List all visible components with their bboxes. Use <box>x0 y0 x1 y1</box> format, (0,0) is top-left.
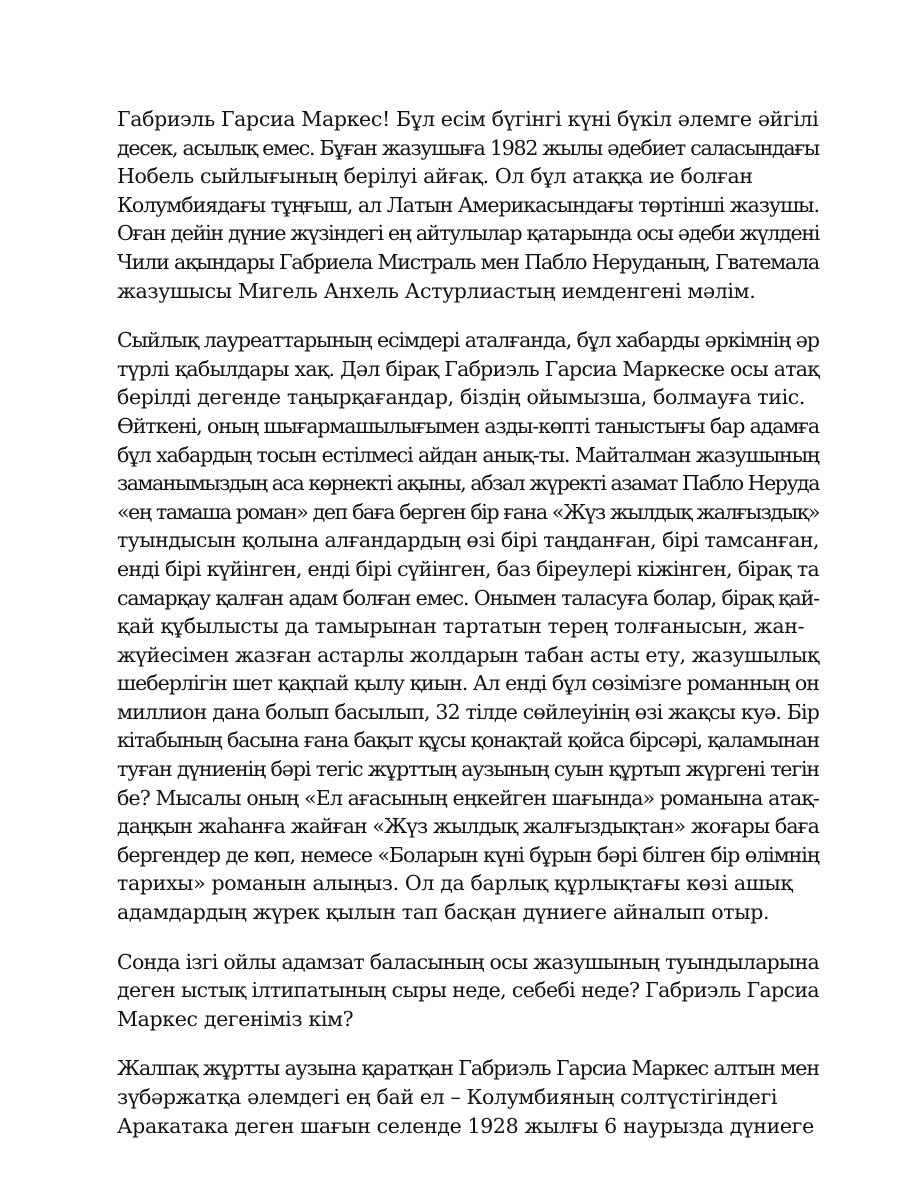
text-line: «ең тамаша роман» деп баға берген бір ғана «Жүз жылдық жалғыздық» <box>117 499 819 524</box>
text-line: Жалпақ жұртты аузына қаратқан Габриэль Гарсиа Маркес алтын мен <box>117 1056 819 1081</box>
text-line: Сыйлық лауреаттарының есімдері аталғанда, бұл хабарды әркімнің әр <box>117 328 819 353</box>
text-line: даңқын жаһанға жайған «Жүз жылдық жалғыздықтан» жоғары баға <box>117 814 819 839</box>
text-line: Колумбиядағы тұңғыш, ал Латын Америкасындағы төртінші жазушы. <box>117 192 819 217</box>
text-line: зүбәржатқа әлемдегі ең бай ел – Колумбияның солтүстігіндегі <box>117 1085 778 1109</box>
text-line: Аракатака деген шағын селенде 1928 жылғы 6 наурызда дүниеге <box>117 1113 814 1138</box>
text-line: заманымыздың аса көрнекті ақыны, абзал жүректі азамат Пабло Неруда <box>117 471 819 496</box>
text-line: кітабының басына ғана бақыт құсы қонақтай қойса бірсәрі, қаламынан <box>117 728 819 753</box>
text-line: бергендер де көп, немесе «Боларын күні бұрын бәрі білген бір өлімнің <box>117 842 819 867</box>
text-line: бе? Мысалы оның «Ел ағасының еңкейген шағында» романына атақ- <box>117 785 819 810</box>
text-line: жүйесімен жазған астарлы жолдарын табан асты ету, жазушылық <box>117 642 819 667</box>
text-line: тарихы» романын алыңыз. Ол да барлық құрлықтағы көзі ашық <box>117 871 793 896</box>
text-line: берілді дегенде таңырқағандар, біздің ойымызша, болмауға тиіс. <box>117 385 806 410</box>
paragraph-2 <box>117 326 817 926</box>
paragraph-4 <box>117 1054 817 1140</box>
text-line: түрлі қабылдары хақ. Дәл бірақ Габриэль Гарсиа Маркеске осы атақ <box>117 356 819 381</box>
text-line: миллион дана болып басылып, 32 тілде сөйлеуінің өзі жақсы куә. Бір <box>117 699 819 724</box>
article-body <box>117 105 817 1161</box>
paragraph-1 <box>117 105 817 305</box>
text-line: туған дүниенің бәрі тегіс жұрттың аузының суын құртып жүргені тегін <box>117 757 819 782</box>
text-line: Чили ақындары Габриела Мистраль мен Пабло Неруданың, Гватемала <box>117 249 819 274</box>
text-line: адамдардың жүрек қылын тап басқан дүниеге айналып отыр. <box>117 900 770 925</box>
text-line: жазушысы Мигель Анхель Астурлиастың иемденгені мәлім. <box>117 278 756 303</box>
text-line: енді бірі күйінген, енді бірі сүйінген, баз біреулері кіжінген, бірақ та <box>117 556 819 581</box>
text-line: шеберлігін шет қақпай қылу қиын. Ал енді бұл сөзімізге романның он <box>117 671 819 696</box>
paragraph-3 <box>117 948 817 1034</box>
text-line: Габриэль Гарсиа Маркес! Бұл есім бүгінгі күні бүкіл әлемге әйгілі <box>117 107 819 131</box>
text-line: бұл хабардың тосын естілмесі айдан анық-ты. Майталман жазушының <box>117 442 819 467</box>
text-line: Нобель сыйлығының берілуі айғақ. Ол бұл атаққа ие болған <box>117 164 753 189</box>
text-line: Маркес дегеніміз кім? <box>117 1006 354 1031</box>
text-line: Оған дейін дүние жүзіндегі ең айтулылар қатарында осы әдеби жүлдені <box>117 221 819 246</box>
text-line: туындысын қолына алғандардың өзі бірі таңданған, бірі тамсанған, <box>117 528 819 553</box>
text-line: самарқау қалған адам болған емес. Онымен таласуға болар, бірақ қай- <box>117 585 819 610</box>
text-line: Өйткені, оның шығармашылығымен азды-көпті таныстығы бар адамға <box>117 413 819 438</box>
text-line: Сонда ізгі ойлы адамзат баласының осы жазушының туындыларына <box>117 949 819 974</box>
text-line: десек, асылық емес. Бұған жазушыға 1982 жылы әдебиет саласындағы <box>117 135 819 160</box>
text-line: деген ыстық ілтипатының сыры неде, себебі неде? Габриэль Гарсиа <box>117 978 819 1003</box>
text-line: қай құбылысты да тамырынан тартатын терең толғанысын, жан- <box>117 614 805 639</box>
